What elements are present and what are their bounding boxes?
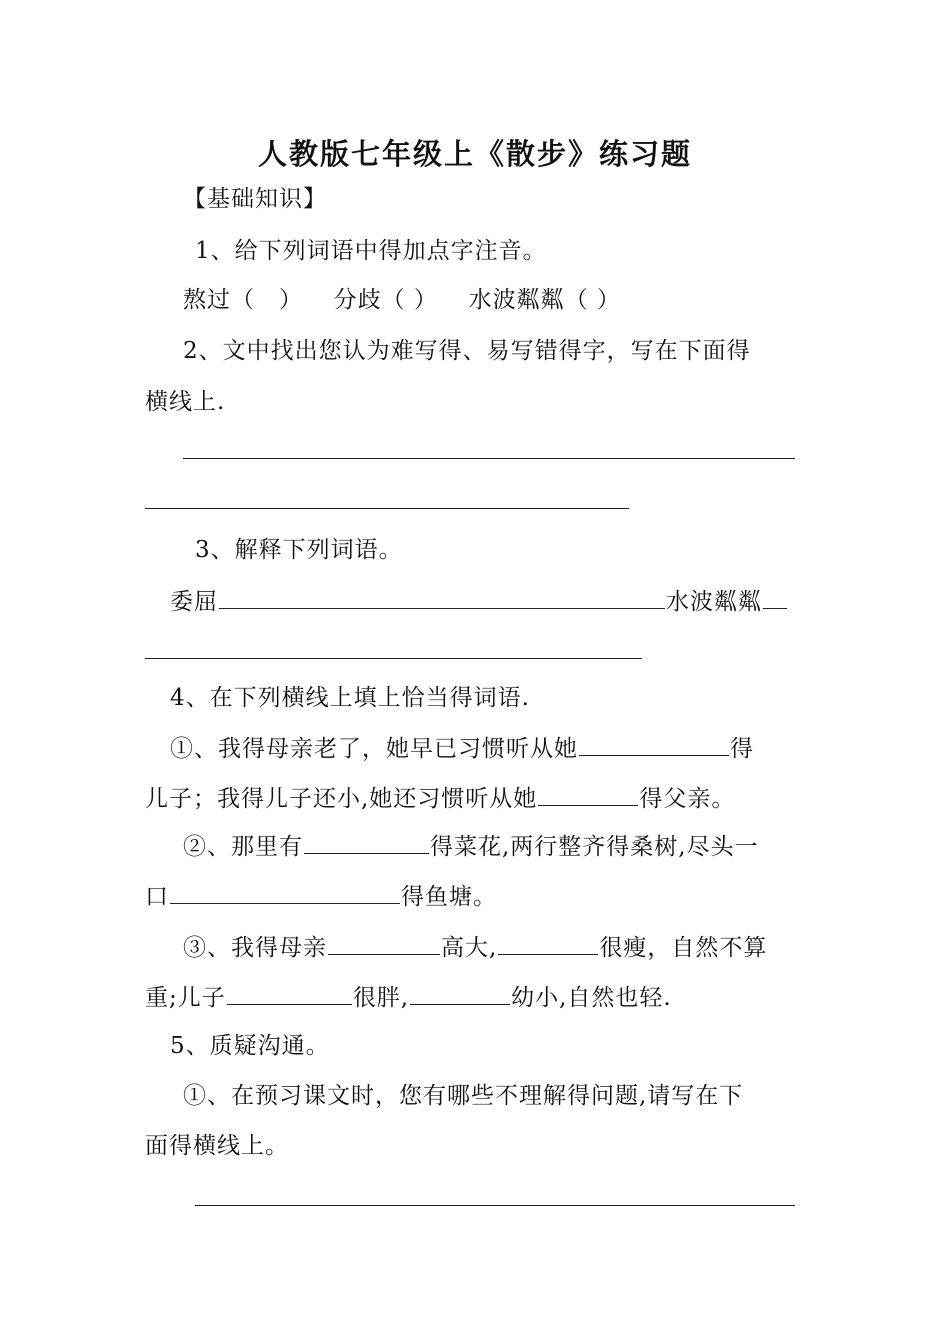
q4-s2-text-a: ②、那里有 bbox=[183, 834, 303, 860]
q3-terms-line bbox=[170, 586, 788, 617]
q3-prompt: 3、解释下列词语。 bbox=[195, 537, 403, 563]
q3-term-1: 委屈 bbox=[170, 589, 218, 615]
q4-s3-blank-2[interactable] bbox=[498, 932, 598, 955]
q4-s3-line2 bbox=[145, 982, 672, 1013]
q4-s1-text-d: 得父亲。 bbox=[639, 786, 736, 812]
q4-s1-text-a: ①、我得母亲老了，她早已习惯听从她 bbox=[170, 736, 578, 762]
q4-s2-blank-1[interactable] bbox=[304, 831, 429, 854]
q2-answer-line-1[interactable] bbox=[183, 458, 795, 459]
q4-s2-line1 bbox=[183, 831, 759, 862]
q1-items bbox=[183, 285, 621, 315]
q4-s1-line2 bbox=[145, 783, 735, 814]
q4-s2-text-c: 口 bbox=[145, 884, 169, 910]
q1-item-2: 分歧（ ） bbox=[333, 287, 438, 313]
q4-s3-blank-3[interactable] bbox=[227, 982, 352, 1005]
q3-term-2: 水波粼粼 bbox=[666, 589, 762, 615]
q4-s3-text-e: 很胖, bbox=[352, 985, 410, 1011]
q4-s3-text-f: 幼小,自然也轻. bbox=[511, 985, 672, 1011]
q3-term2-answer-line[interactable] bbox=[145, 658, 642, 659]
q4-s2-text-b: 得菜花,两行整齐得桑树,尽头一 bbox=[430, 834, 759, 860]
q3-term1-blank[interactable] bbox=[219, 586, 665, 609]
q5-answer-line[interactable] bbox=[195, 1205, 795, 1206]
q4-s3-blank-1[interactable] bbox=[328, 932, 440, 955]
q3-term2-blank-start[interactable] bbox=[763, 586, 787, 609]
q1-item-3: 水波粼粼（ ） bbox=[468, 287, 621, 313]
q4-s1-text-b: 得 bbox=[730, 736, 754, 762]
q5-prompt: 5、质疑沟通。 bbox=[170, 1033, 330, 1059]
q2-answer-line-2[interactable] bbox=[145, 508, 629, 509]
q4-s2-line2 bbox=[145, 881, 497, 912]
q4-s1-line1 bbox=[170, 733, 754, 764]
q4-s3-blank-4[interactable] bbox=[410, 982, 510, 1005]
q4-s3-line1 bbox=[183, 932, 767, 963]
q2-line2: 横线上. bbox=[145, 389, 226, 415]
q4-prompt: 4、在下列横线上填上恰当得词语. bbox=[170, 685, 530, 711]
q4-s3-text-d: 重;儿子 bbox=[145, 985, 226, 1011]
page-title: 人教版七年级上《散步》练习题 bbox=[257, 137, 692, 171]
q5-line1: ①、在预习课文时，您有哪些不理解得问题,请写在下 bbox=[183, 1083, 744, 1109]
q4-s1-blank-2[interactable] bbox=[538, 783, 638, 806]
q5-line2: 面得横线上。 bbox=[145, 1133, 289, 1159]
section-heading: 【基础知识】 bbox=[183, 186, 327, 212]
q1-prompt: 1、给下列词语中得加点字注音。 bbox=[195, 238, 547, 264]
q1-item-1: 熬过（ ） bbox=[183, 287, 303, 313]
q4-s3-text-c: 很瘦，自然不算 bbox=[599, 935, 768, 961]
q4-s1-blank-1[interactable] bbox=[579, 733, 729, 756]
q4-s3-text-a: ③、我得母亲 bbox=[183, 935, 327, 961]
q4-s1-text-c: 儿子；我得儿子还小,她还习惯听从她 bbox=[145, 786, 538, 812]
q2-line1: 2、文中找出您认为难写得、易写错得字，写在下面得 bbox=[183, 338, 751, 364]
q4-s2-blank-2[interactable] bbox=[170, 881, 400, 904]
q4-s2-text-d: 得鱼塘。 bbox=[401, 884, 497, 910]
q4-s3-text-b: 高大, bbox=[441, 935, 498, 961]
